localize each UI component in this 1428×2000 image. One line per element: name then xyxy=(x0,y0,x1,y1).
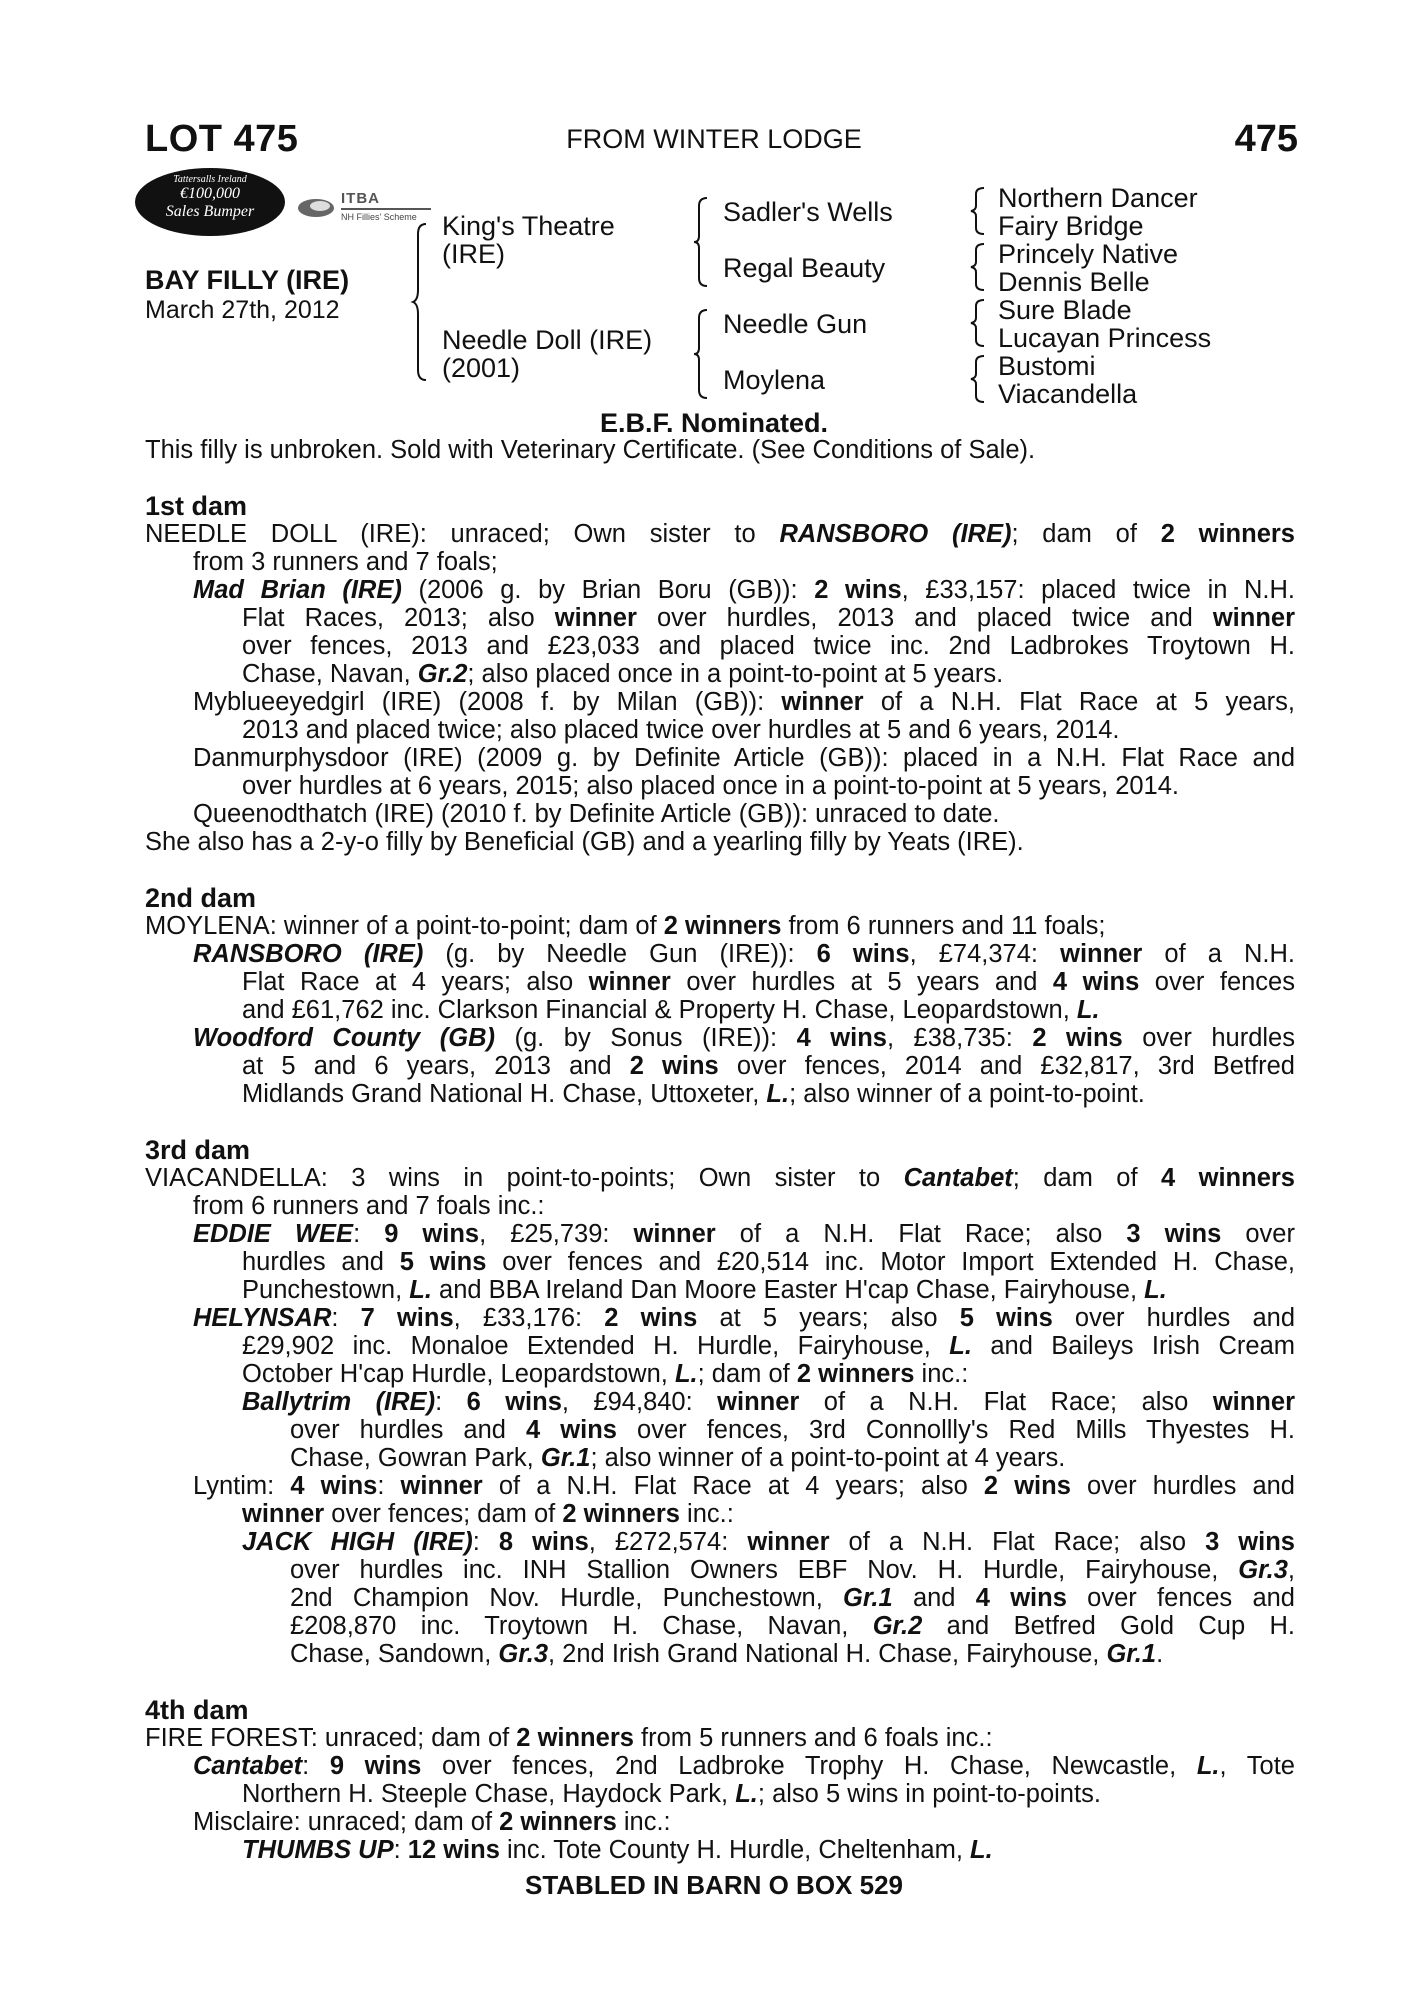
itba-title: ITBA xyxy=(341,190,380,207)
text-line: at 5 and 6 years, 2013 and 2 wins over fences, 2014 and £32,817, 3rd Betfred xyxy=(242,1052,1295,1080)
text-line: FIRE FOREST: unraced; dam of 2 winners from 5 runners and 6 foals inc.: xyxy=(145,1724,993,1752)
text-line: VIACANDELLA: 3 wins in point-to-points; Own sister to Cantabet; dam of 4 winners xyxy=(145,1164,1295,1192)
section-1st-dam xyxy=(145,520,1295,856)
text-line: Flat Race at 4 years; also winner over hurdles at 5 years and 4 wins over fences xyxy=(242,968,1295,996)
consignor: FROM WINTER LODGE xyxy=(566,124,862,154)
text-line: over hurdles and 4 wins over fences, 3rd Connollly's Red Mills Thyestes H. xyxy=(290,1416,1295,1444)
pedigree-bracket-g3-3 xyxy=(970,354,986,404)
text-line: Danmurphysdoor (IRE) (2009 g. by Definite Article (GB)): placed in a N.H. Flat Race and xyxy=(193,744,1295,772)
section-4th-dam xyxy=(145,1724,1295,1864)
text-line: 2013 and placed twice; also placed twice over hurdles at 5 and 6 years, 2014. xyxy=(242,716,1120,744)
heading-3rd-dam: 3rd dam xyxy=(145,1135,251,1165)
pedigree-gen3-3: Dennis Belle xyxy=(998,267,1150,297)
itba-rule xyxy=(341,208,431,211)
pedigree-gen2-0: Sadler's Wells xyxy=(723,197,893,227)
heading-2nd-dam: 2nd dam xyxy=(145,883,257,913)
pedigree-dam: Needle Doll (IRE) xyxy=(442,325,653,355)
text-line: and £61,762 inc. Clarkson Financial & Property H. Chase, Leopardstown, L. xyxy=(242,996,1100,1024)
text-line: Chase, Gowran Park, Gr.1; also winner of a point-to-point at 4 years. xyxy=(290,1444,1066,1472)
pedigree-gen3-2: Princely Native xyxy=(998,239,1179,269)
text-line: HELYNSAR: 7 wins, £33,176: 2 wins at 5 years; also 5 wins over hurdles and xyxy=(193,1304,1295,1332)
pedigree-gen2-1: Regal Beauty xyxy=(723,253,886,283)
itba-horse-icon xyxy=(296,192,340,222)
lot-label: LOT 475 xyxy=(145,118,299,160)
text-line: from 6 runners and 7 foals inc.: xyxy=(193,1192,545,1220)
pedigree-bracket-g3-2 xyxy=(970,298,986,348)
text-line: over fences, 2013 and £23,033 and placed twice inc. 2nd Ladbrokes Troytown H. xyxy=(242,632,1295,660)
text-line: Cantabet: 9 wins over fences, 2nd Ladbroke Trophy H. Chase, Newcastle, L., Tote xyxy=(193,1752,1295,1780)
text-line: hurdles and 5 wins over fences and £20,514 inc. Motor Import Extended H. Chase, xyxy=(242,1248,1295,1276)
text-line: £208,870 inc. Troytown H. Chase, Navan, Gr.2 and Betfred Gold Cup H. xyxy=(290,1612,1295,1640)
text-line: Punchestown, L. and BBA Ireland Dan Moore Easter H'cap Chase, Fairyhouse, L. xyxy=(242,1276,1167,1304)
text-line: She also has a 2-y-o filly by Beneficial (GB) and a yearling filly by Yeats (IRE). xyxy=(145,828,1024,856)
pedigree-bracket-dam xyxy=(693,308,709,400)
text-line: Northern H. Steeple Chase, Haydock Park, L.; also 5 wins in point-to-points. xyxy=(242,1780,1101,1808)
text-line: winner over fences; dam of 2 winners inc.: xyxy=(242,1500,734,1528)
text-line: over hurdles inc. INH Stallion Owners EBF Nov. H. Hurdle, Fairyhouse, Gr.3, xyxy=(290,1556,1295,1584)
text-line: Flat Races, 2013; also winner over hurdles, 2013 and placed twice and winner xyxy=(242,604,1295,632)
text-line: Chase, Navan, Gr.2; also placed once in a point-to-point at 5 years. xyxy=(242,660,1004,688)
text-line: £29,902 inc. Monaloe Extended H. Hurdle, Fairyhouse, L. and Baileys Irish Cream xyxy=(242,1332,1295,1360)
text-line: Midlands Grand National H. Chase, Uttoxeter, L.; also winner of a point-to-point. xyxy=(242,1080,1145,1108)
pedigree-gen2-3: Moylena xyxy=(723,365,826,395)
text-line: Lyntim: 4 wins: winner of a N.H. Flat Race at 4 years; also 2 wins over hurdles and xyxy=(193,1472,1295,1500)
pedigree-sire: King's Theatre xyxy=(442,211,615,241)
pedigree-dam-suffix: (2001) xyxy=(442,353,521,383)
section-2nd-dam xyxy=(145,912,1295,1108)
text-line: October H'cap Hurdle, Leopardstown, L.; dam of 2 winners inc.: xyxy=(242,1360,969,1388)
text-line: over hurdles at 6 years, 2015; also placed once in a point-to-point at 5 years, 2014. xyxy=(242,772,1180,800)
pedigree-gen3-7: Viacandella xyxy=(998,379,1138,409)
horse-name: BAY FILLY (IRE) xyxy=(145,265,350,295)
text-line: from 3 runners and 7 foals; xyxy=(193,548,498,576)
pedigree-bracket-g3-1 xyxy=(970,242,986,292)
text-line: Ballytrim (IRE): 6 wins, £94,840: winner of a N.H. Flat Race; also winner xyxy=(242,1388,1295,1416)
heading-1st-dam: 1st dam xyxy=(145,491,248,521)
text-line: 2nd Champion Nov. Hurdle, Punchestown, Gr.1 and 4 wins over fences and xyxy=(290,1584,1295,1612)
itba-subtitle: NH Fillies' Scheme xyxy=(341,212,417,222)
text-line: JACK HIGH (IRE): 8 wins, £272,574: winner of a N.H. Flat Race; also 3 wins xyxy=(242,1528,1295,1556)
ebf-nominated: E.B.F. Nominated. xyxy=(599,408,829,438)
stabled-location: STABLED IN BARN O BOX 529 xyxy=(524,1870,903,1900)
text-line: RANSBORO (IRE) (g. by Needle Gun (IRE)): 6 wins, £74,374: winner of a N.H. xyxy=(193,940,1295,968)
pedigree-gen3-4: Sure Blade xyxy=(998,295,1132,325)
heading-4th-dam: 4th dam xyxy=(145,1695,249,1725)
text-line: MOYLENA: winner of a point-to-point; dam of 2 winners from 6 runners and 11 foals; xyxy=(145,912,1106,940)
pedigree-bracket-sire xyxy=(693,196,709,288)
badge-line3: Sales Bumper xyxy=(165,203,255,220)
catalogue-body xyxy=(145,436,1295,1864)
text-line: THUMBS UP: 12 wins inc. Tote County H. Hurdle, Cheltenham, L. xyxy=(242,1836,993,1864)
section-3rd-dam xyxy=(145,1164,1295,1668)
text-line: Myblueeyedgirl (IRE) (2008 f. by Milan (GB)): winner of a N.H. Flat Race at 5 years, xyxy=(193,688,1295,716)
pedigree-bracket-g3-0 xyxy=(970,186,986,236)
text-line: Woodford County (GB) (g. by Sonus (IRE)): 4 wins, £38,735: 2 wins over hurdles xyxy=(193,1024,1295,1052)
pedigree-gen2-2: Needle Gun xyxy=(723,309,868,339)
pedigree-gen3-5: Lucayan Princess xyxy=(998,323,1212,353)
text-line: Mad Brian (IRE) (2006 g. by Brian Boru (GB)): 2 wins, £33,157: placed twice in N.H. xyxy=(193,576,1295,604)
notice: This filly is unbroken. Sold with Veterinary Certificate. (See Conditions of Sale). xyxy=(145,436,1036,464)
pedigree-gen3-6: Bustomi xyxy=(998,351,1096,381)
pedigree-bracket-main xyxy=(412,222,428,382)
text-line: Misclaire: unraced; dam of 2 winners inc.: xyxy=(193,1808,671,1836)
sales-bumper-badge xyxy=(135,168,285,236)
badge-line1: Tattersalls Ireland xyxy=(173,174,247,185)
badge-line2: €100,000 xyxy=(180,185,240,202)
horse-dob: March 27th, 2012 xyxy=(145,296,340,324)
text-line: EDDIE WEE: 9 wins, £25,739: winner of a N.H. Flat Race; also 3 wins over xyxy=(193,1220,1295,1248)
pedigree-sire-suffix: (IRE) xyxy=(442,239,505,269)
pedigree-gen3-0: Northern Dancer xyxy=(998,183,1198,213)
text-line: Queenodthatch (IRE) (2010 f. by Definite Article (GB)): unraced to date. xyxy=(193,800,1000,828)
text-line: NEEDLE DOLL (IRE): unraced; Own sister to RANSBORO (IRE); dam of 2 winners xyxy=(145,520,1295,548)
pedigree-gen3-1: Fairy Bridge xyxy=(998,211,1144,241)
text-line: Chase, Sandown, Gr.3, 2nd Irish Grand National H. Chase, Fairyhouse, Gr.1. xyxy=(290,1640,1164,1668)
lot-number: 475 xyxy=(1234,118,1298,160)
